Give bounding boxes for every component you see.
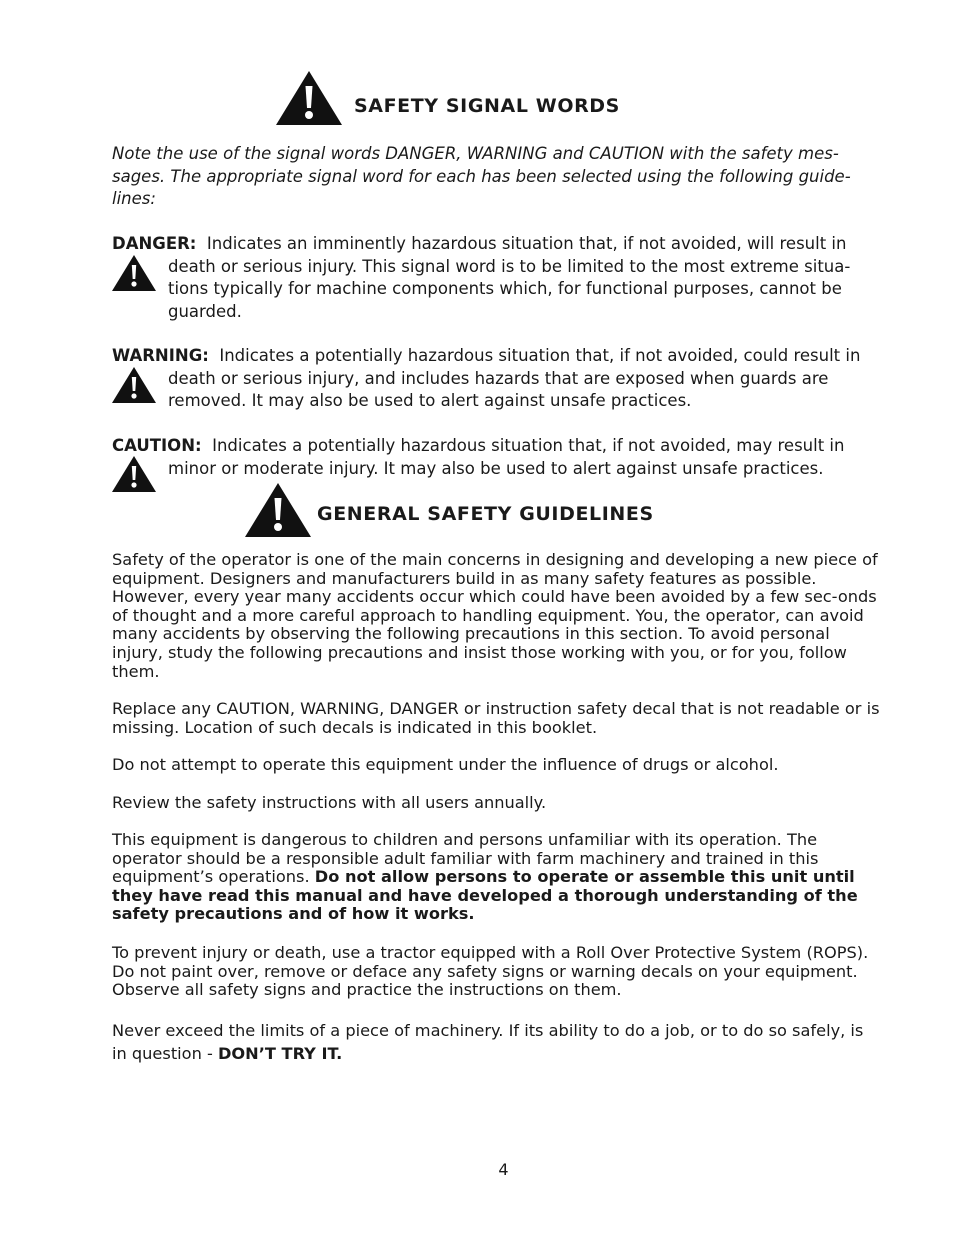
warning-small-triangle-icon [111,366,157,404]
guideline-paragraph: Replace any CAUTION, WARNING, DANGER or instruction safety decal that is not readable or is missing. Location of such decals is indicated in this booklet. [112,699,880,737]
guideline-paragraph [112,1020,882,1065]
caution-description: minor or moderate injury. It may also be used to alert against unsafe practices. [168,458,824,478]
guideline-text: Never exceed the limits of a piece of machinery. If its ability to do a job, or to do so safely, is in question - [112,1021,864,1063]
guideline-paragraph: Do not attempt to operate this equipment under the influence of drugs or alcohol. [112,755,779,774]
guideline-emphasis: DON’T TRY IT. [217,1043,343,1063]
warning-description: death or serious injury, and includes hazards that are exposed when guards are removed. It may also be used to alert against unsafe practices. [168,368,829,410]
guideline-text: This equipment is dangerous to children and persons unfamiliar with its operation. The operator should be a responsible adult familiar with farm machinery and trained in this equipment’s operations. [112,830,819,887]
warning-triangle-icon [243,481,313,539]
section-heading-signal-words: SAFETY SIGNAL WORDS [354,95,620,117]
intro-paragraph: Note the use of the signal words DANGER, WARNING and CAUTION with the safety mes-sages. The appropriate signal word for each has been selected using the following guide-lines: [112,144,851,208]
guideline-paragraph: To prevent injury or death, use a tractor equipped with a Roll Over Protective System (ROPS). Do not paint over, remove or deface any safety signs or warning decals on your equipment. Observe all safety signs and practice the instructions on them. [112,943,869,1000]
section-heading-general-guidelines: GENERAL SAFETY GUIDELINES [317,503,654,525]
caution-label: CAUTION: [112,436,202,455]
guideline-emphasis: Do not allow persons to operate or assemble this unit until they have read this manual and have developed a thorough understanding of the safety precautions and of how it works. [112,867,858,924]
page-number: 4 [498,1160,509,1179]
danger-description: death or serious injury. This signal word is to be limited to the most extreme situa-tions typically for machine components which, for functional purposes, cannot be guarded. [168,256,851,321]
danger-triangle-icon [111,254,157,292]
warning-triangle-icon [274,69,344,127]
caution-first-line: Indicates a potentially hazardous situation that, if not avoided, may result in [212,436,845,455]
danger-first-line: Indicates an imminently hazardous situation that, if not avoided, will result in [206,234,847,253]
warning-definition [112,345,882,413]
guideline-paragraph: Safety of the operator is one of the main concerns in designing and developing a new piece of equipment. Designers and manufacturers build in as many safety features as possible. However, every year many accidents occur which could have been avoided by a few sec-onds of thought and a more careful approach to handling equipment. You, the operator, can avoid many accidents by observing the following precautions in this section. To avoid personal injury, study the following precautions and insist those working with you, or for you, follow them. [112,550,878,681]
danger-label: DANGER: [112,234,197,253]
guideline-paragraph: Review the safety instructions with all users annually. [112,793,547,812]
caution-triangle-icon [111,455,157,493]
guideline-paragraph [112,831,882,924]
warning-label: WARNING: [112,346,209,365]
warning-first-line: Indicates a potentially hazardous situation that, if not avoided, could result in [219,346,861,365]
caution-definition [112,435,882,480]
danger-definition [112,233,882,323]
